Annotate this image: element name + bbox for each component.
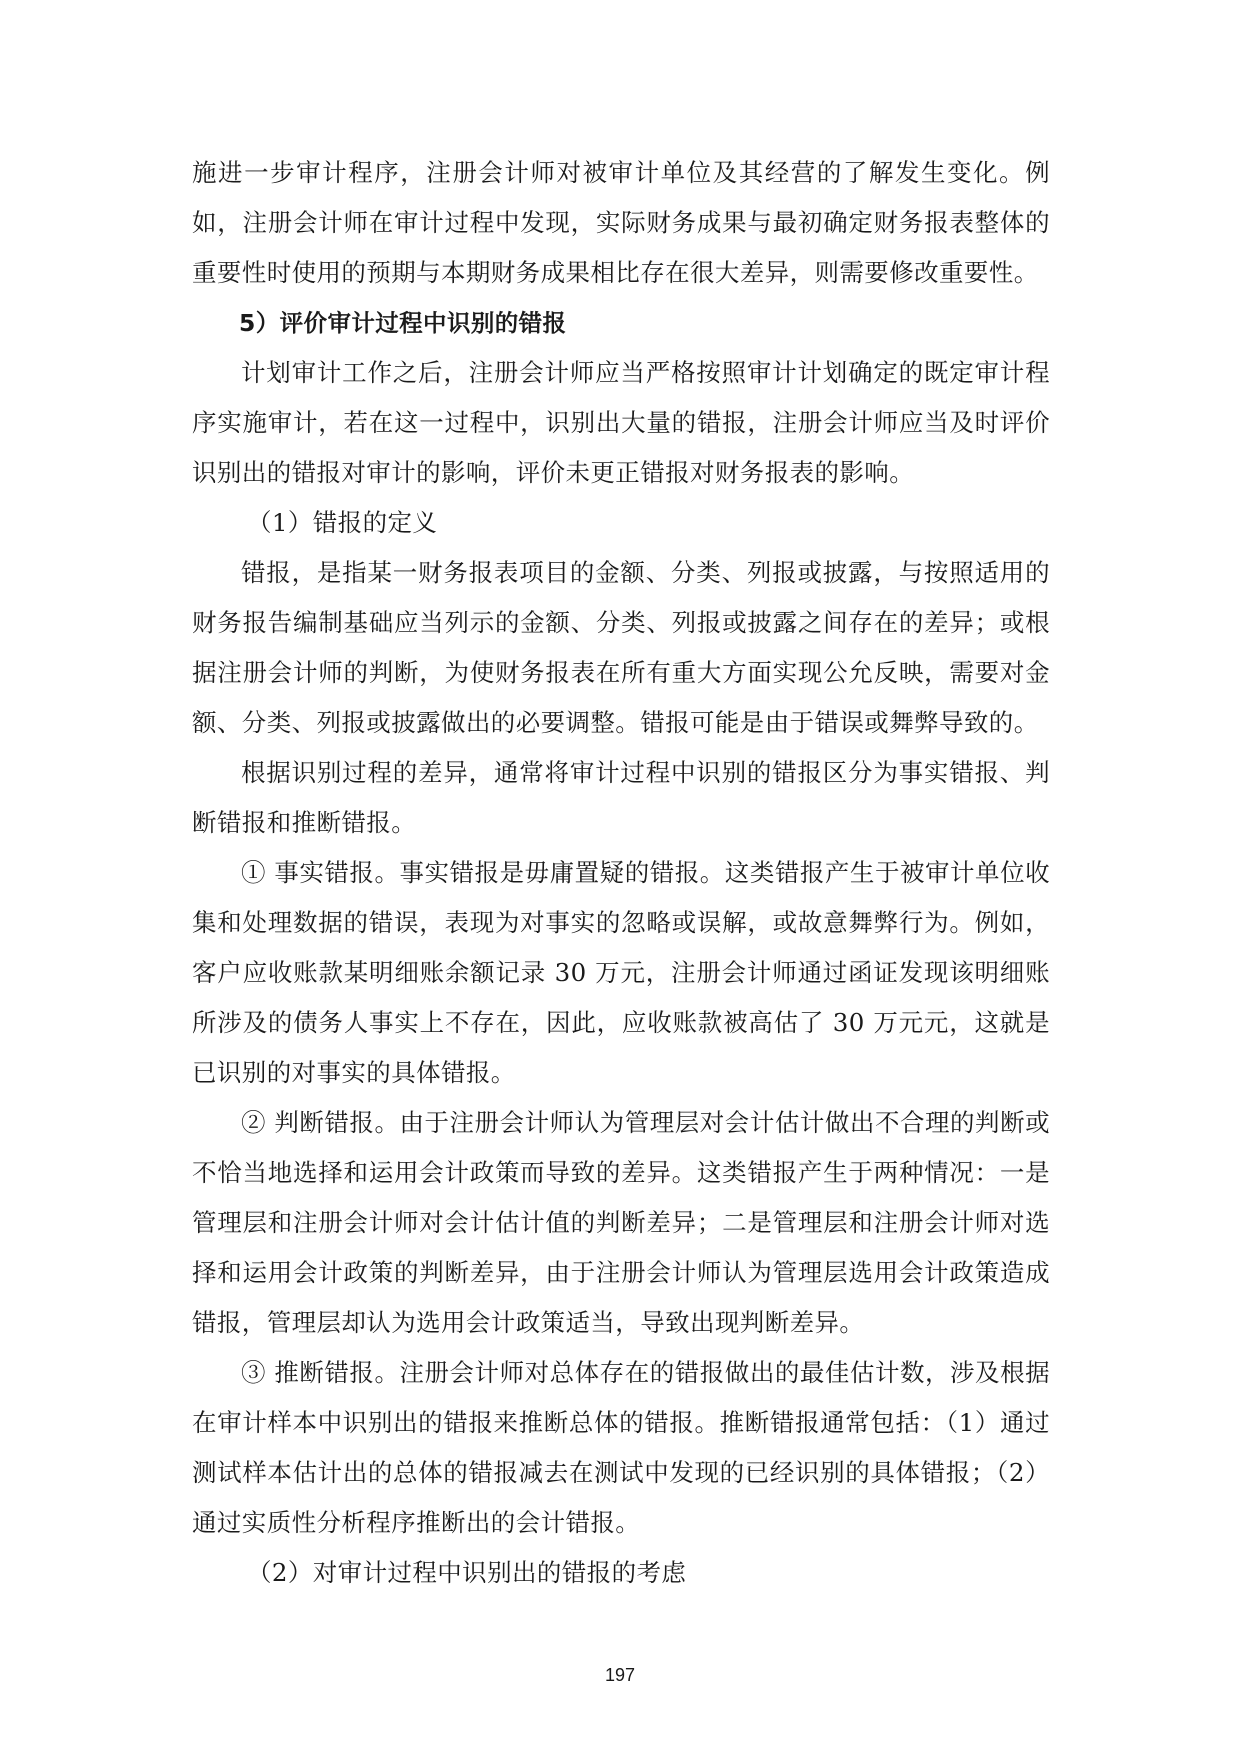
section-heading-evaluate-misstatements: 5）评价审计过程中识别的错报	[239, 309, 567, 337]
paragraph-misstatement-categories: 根据识别过程的差异，通常将审计过程中识别的错报区分为事实错报、判断错报和推断错报。	[192, 758, 1050, 837]
page-body	[192, 148, 1050, 1598]
paragraph-materiality-revision: 施进一步审计程序，注册会计师对被审计单位及其经营的了解发生变化。例如，注册会计师在审计过程中发现，实际财务成果与最初确定财务报表整体的重要性时使用的预期与本期财务成果相比存在很大差异，则需要修改重要性。	[192, 158, 1050, 287]
paragraph-projected-misstatement: ③ 推断错报。注册会计师对总体存在的错报做出的最佳估计数，涉及根据在审计样本中识别出的错报来推断总体的错报。推断错报通常包括：（1）通过测试样本估计出的总体的错报减去在测试中发现的已经识别的具体错报；（2）通过实质性分析程序推断出的会计错报。	[192, 1358, 1050, 1537]
paragraph-judgmental-misstatement: ② 判断错报。由于注册会计师认为管理层对会计估计做出不合理的判断或不恰当地选择和运用会计政策而导致的差异。这类错报产生于两种情况：一是管理层和注册会计师对会计估计值的判断差异；二是管理层和注册会计师对选择和运用会计政策的判断差异，由于注册会计师认为管理层选用会计政策造成错报，管理层却认为选用会计政策适当，导致出现判断差异。	[192, 1108, 1050, 1337]
subheading-misstatement-definition: （1）错报的定义	[247, 508, 438, 537]
subheading-consideration-of-misstatements: （2）对审计过程中识别出的错报的考虑	[247, 1558, 687, 1587]
paragraph-factual-misstatement: ① 事实错报。事实错报是毋庸置疑的错报。这类错报产生于被审计单位收集和处理数据的错误，表现为对事实的忽略或误解，或故意舞弊行为。例如，客户应收账款某明细账余额记录 30 万元，注册会计师通过函证发现该明细账所涉及的债务人事实上不存在，因此，应收账款被高估了 30 万元元，这就是已识别的对事实的具体错报。	[192, 858, 1050, 1087]
page-number: 197	[604, 1665, 636, 1685]
paragraph-evaluate-misstatements: 计划审计工作之后，注册会计师应当严格按照审计计划确定的既定审计程序实施审计，若在这一过程中，识别出大量的错报，注册会计师应当及时评价识别出的错报对审计的影响，评价未更正错报对财务报表的影响。	[192, 358, 1050, 487]
paragraph-misstatement-definition: 错报，是指某一财务报表项目的金额、分类、列报或披露，与按照适用的财务报告编制基础应当列示的金额、分类、列报或披露之间存在的差异；或根据注册会计师的判断，为使财务报表在所有重大方面实现公允反映，需要对金额、分类、列报或披露做出的必要调整。错报可能是由于错误或舞弊导致的。	[192, 558, 1050, 737]
